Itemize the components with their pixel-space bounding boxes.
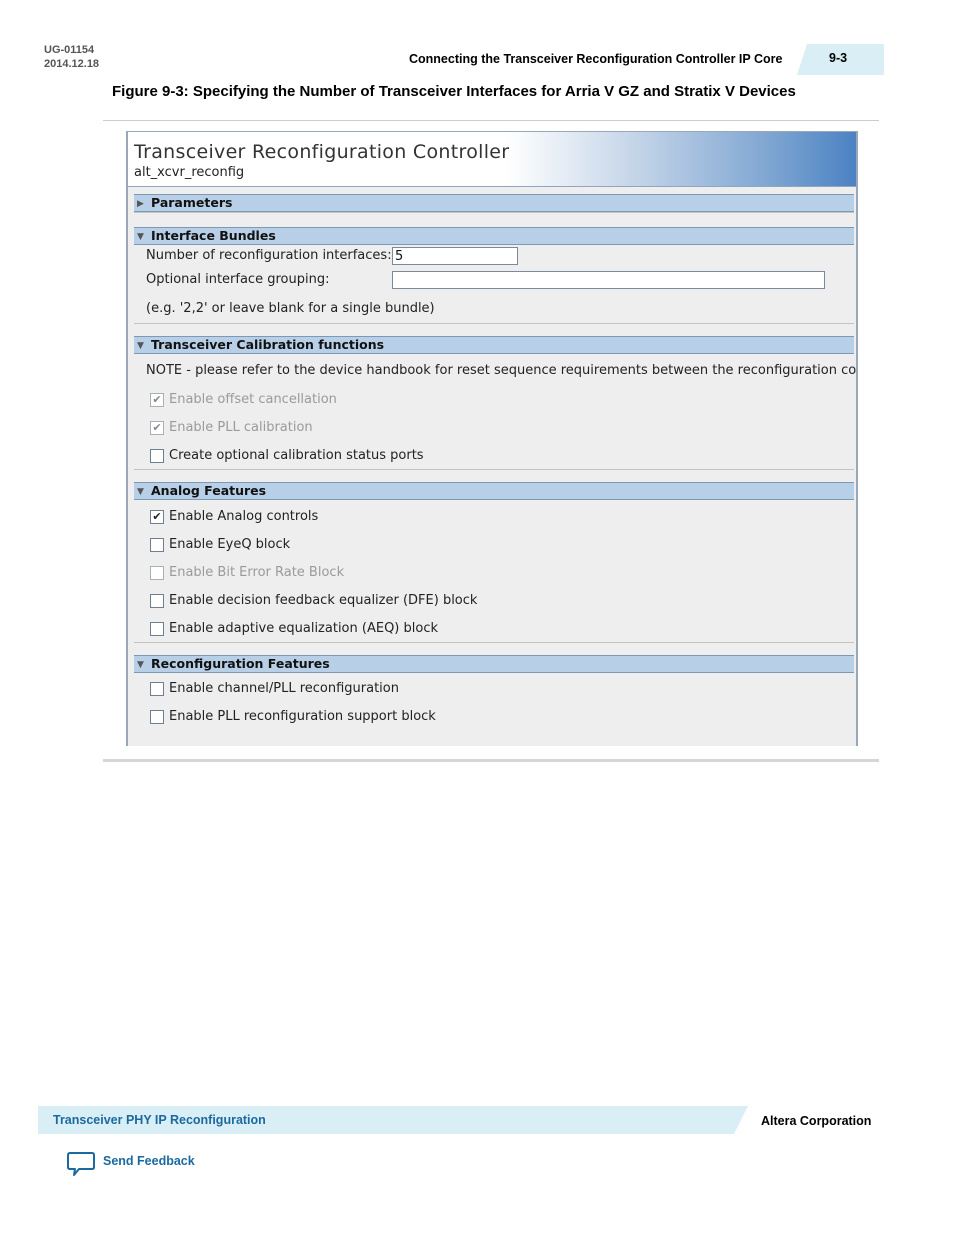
- controller-dialog-screenshot: [126, 131, 858, 746]
- eyeq-block-label: Enable EyeQ block: [169, 537, 291, 552]
- section-analog-label: Analog Features: [151, 483, 267, 498]
- section-divider: [134, 469, 854, 470]
- section-reconfiguration[interactable]: [134, 655, 854, 673]
- aeq-block-label: Enable adaptive equalization (AEQ) block: [169, 621, 438, 636]
- section-interface-bundles-label: Interface Bundles: [151, 228, 276, 243]
- feedback-icon[interactable]: [66, 1150, 96, 1178]
- doc-date: 2014.12.18: [44, 58, 100, 70]
- bit-error-rate-checkbox: [150, 566, 164, 580]
- calibration-status-ports-label: Create optional calibration status ports: [169, 448, 424, 463]
- interface-grouping-hint: (e.g. '2,2' or leave blank for a single bundle): [146, 301, 435, 316]
- footer-company: Altera Corporation: [761, 1114, 872, 1128]
- section-calibration-label: Transceiver Calibration functions: [151, 337, 385, 352]
- collapse-triangle-icon: ▼: [137, 341, 144, 351]
- interface-grouping-label: Optional interface grouping:: [146, 272, 330, 287]
- dialog-title: Transceiver Reconfiguration Controller: [134, 141, 510, 163]
- calibration-status-ports-checkbox[interactable]: [150, 449, 164, 463]
- eyeq-block-checkbox[interactable]: [150, 538, 164, 552]
- expand-triangle-icon: ▶: [137, 199, 144, 209]
- section-interface-bundles[interactable]: [134, 227, 854, 245]
- interface-grouping-input[interactable]: [392, 271, 825, 289]
- section-reconfiguration-label: Reconfiguration Features: [151, 656, 330, 671]
- page-number: 9-3: [829, 51, 848, 65]
- doc-id-block: [44, 43, 99, 71]
- analog-controls-checkbox[interactable]: ✔: [150, 510, 164, 524]
- figure-caption: Figure 9-3: Specifying the Number of Transceiver Interfaces for Arria V GZ and Stratix V Devices: [112, 83, 796, 100]
- bit-error-rate-label: Enable Bit Error Rate Block: [169, 565, 345, 580]
- calibration-note: NOTE - please refer to the device handbook for reset sequence requirements between the reconfiguration co: [146, 363, 857, 378]
- send-feedback-link[interactable]: Send Feedback: [103, 1154, 195, 1168]
- collapse-triangle-icon: ▼: [137, 487, 144, 497]
- pll-reconfig-support-checkbox[interactable]: [150, 710, 164, 724]
- analog-controls-label: Enable Analog controls: [169, 509, 319, 524]
- offset-cancellation-checkbox: ✔: [150, 393, 164, 407]
- section-calibration[interactable]: [134, 336, 854, 354]
- section-parameters-label: Parameters: [151, 195, 233, 210]
- section-divider: [134, 212, 854, 213]
- section-parameters[interactable]: [134, 194, 854, 212]
- num-interfaces-input[interactable]: 5: [392, 247, 518, 265]
- collapse-triangle-icon: ▼: [137, 232, 144, 242]
- figure-top-rule: [103, 120, 879, 121]
- dfe-block-checkbox[interactable]: [150, 594, 164, 608]
- running-header-title: Connecting the Transceiver Reconfiguration Controller IP Core: [409, 52, 783, 66]
- section-analog[interactable]: [134, 482, 854, 500]
- section-divider: [134, 323, 854, 324]
- num-interfaces-label: Number of reconfiguration interfaces:: [146, 248, 392, 263]
- dialog-subtitle: alt_xcvr_reconfig: [134, 165, 245, 180]
- channel-pll-reconfig-label: Enable channel/PLL reconfiguration: [169, 681, 399, 696]
- dfe-block-label: Enable decision feedback equalizer (DFE) block: [169, 593, 478, 608]
- aeq-block-checkbox[interactable]: [150, 622, 164, 636]
- pll-calibration-label: Enable PLL calibration: [169, 420, 313, 435]
- offset-cancellation-label: Enable offset cancellation: [169, 392, 337, 407]
- channel-pll-reconfig-checkbox[interactable]: [150, 682, 164, 696]
- collapse-triangle-icon: ▼: [137, 660, 144, 670]
- dialog-header: [128, 132, 856, 187]
- pll-reconfig-support-label: Enable PLL reconfiguration support block: [169, 709, 436, 724]
- footer-doc-title-link[interactable]: Transceiver PHY IP Reconfiguration: [53, 1113, 266, 1127]
- pll-calibration-checkbox: ✔: [150, 421, 164, 435]
- figure-bottom-rule: [103, 759, 879, 762]
- doc-id: UG-01154: [44, 44, 95, 56]
- section-divider: [134, 642, 854, 643]
